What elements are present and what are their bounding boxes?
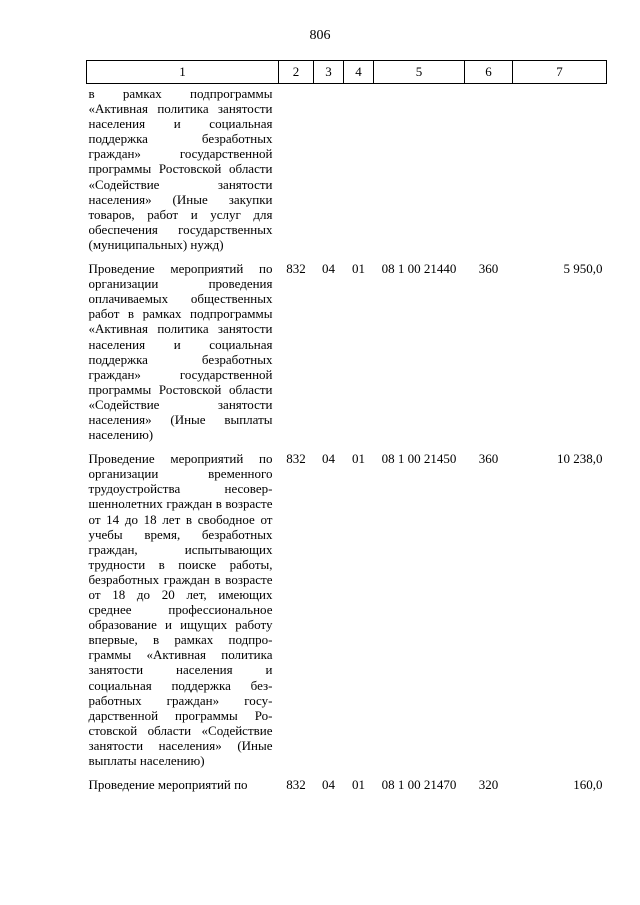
row-amount <box>513 84 607 253</box>
row-ministry-code: 832 <box>286 261 306 277</box>
table-header <box>87 61 607 84</box>
table-row <box>87 442 607 768</box>
header-col-4: 4 <box>344 61 374 84</box>
row-subsection <box>344 84 374 253</box>
table-row <box>87 84 607 253</box>
row-amount: 10 238,0 <box>557 451 603 467</box>
budget-table <box>86 60 607 792</box>
row-ministry-code: 832 <box>286 451 306 467</box>
row-target-article: 08 1 00 21450 <box>381 451 457 467</box>
row-expense-type: 360 <box>478 261 499 277</box>
row-section: 04 <box>322 451 335 467</box>
row-section: 04 <box>322 261 335 277</box>
row-amount: 160,0 <box>573 777 603 793</box>
table-body <box>87 84 607 793</box>
row-expense-type <box>465 84 513 253</box>
row-expense-type: 360 <box>478 451 499 467</box>
row-expense-type: 320 <box>478 777 499 793</box>
row-target-article: 08 1 00 21440 <box>381 261 457 277</box>
header-col-6: 6 <box>465 61 513 84</box>
row-description: в рамках подпрограммы «Активная политика занятости населения и социальная поддержка безработных граждан» государственной программы Ростовской области «Содействие занятости населения» (Иные закупки товаров, работ и услуг для обеспечения государственных (муниципальных) нужд) <box>88 86 273 252</box>
header-col-5: 5 <box>374 61 465 84</box>
row-target-article <box>374 84 465 253</box>
row-subsection: 01 <box>352 777 365 793</box>
header-col-1: 1 <box>87 61 279 84</box>
row-ministry-code: 832 <box>286 777 306 793</box>
row-subsection: 01 <box>352 451 365 467</box>
header-col-2: 2 <box>279 61 314 84</box>
row-section: 04 <box>322 777 335 793</box>
row-description: Проведение мероприятий по <box>88 777 248 793</box>
row-subsection: 01 <box>352 261 365 277</box>
header-row <box>87 61 607 84</box>
page-number: 806 <box>309 28 331 43</box>
row-ministry-code <box>279 84 314 253</box>
table-row <box>87 768 607 792</box>
table-row <box>87 252 607 442</box>
row-section <box>314 84 344 253</box>
row-description: Проведение мероприятий по организации временного трудоустройства несовершеннолетних граждан в возрасте от 14 до 18 лет в свободное от учебы время, безработных граждан, испытывающих трудности в поиске работы, безработных граждан в возрасте от 18 до 20 лет, имеющих среднее профессиональное образование и ищущих работу впервые, в рамках подпрограммы «Активная политика занятости населения и социальная поддержка безработных граждан» государственной программы Ростовской области «Содействие занятости населения» (Иные выплаты населению) <box>88 451 273 769</box>
row-amount: 5 950,0 <box>563 261 603 277</box>
header-col-7: 7 <box>513 61 607 84</box>
header-col-3: 3 <box>314 61 344 84</box>
row-description: Проведение мероприятий по организации проведения оплачиваемых общественных работ в рамках подпрограммы «Активная политика занятости населения и социальная поддержка безработных граждан» государственной программы Ростовской области «Содействие занятости населения» (Иные выплаты населению) <box>88 261 273 443</box>
row-target-article: 08 1 00 21470 <box>381 777 457 793</box>
